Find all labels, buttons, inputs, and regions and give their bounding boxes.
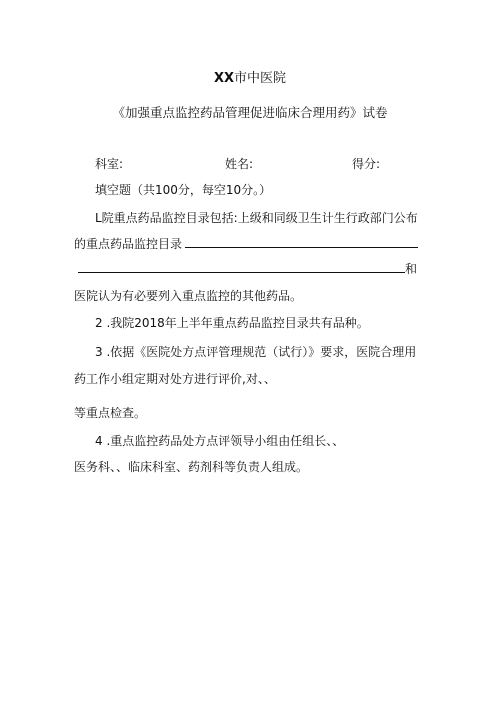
question-1-line-1: L院重点药品监控目录包括:上级和同级卫生计生行政部门公布 bbox=[95, 211, 418, 225]
question-1-text: 的重点药品监控目录 bbox=[74, 237, 183, 251]
question-3-line-1: 3 .依据《医院处方点评管理规范（试行）》要求，医院合理用 bbox=[95, 345, 417, 359]
question-2: 2 .我院2018年上半年重点药品监控目录共有品种。 bbox=[95, 316, 369, 330]
question-1-line-3 bbox=[78, 260, 417, 277]
section-heading: 填空题（共100分，每空10分。） bbox=[95, 183, 272, 197]
department-label: 科室: bbox=[95, 157, 124, 171]
question-4-line-1: 4 .重点监控药品处方点评领导小组由任组长、、 bbox=[95, 434, 345, 448]
exam-subtitle: 《加强重点监控药品管理促进临床合理用药》试卷 bbox=[112, 105, 388, 120]
answer-blank bbox=[78, 261, 405, 273]
question-3-line-3: 等重点检查。 bbox=[74, 406, 147, 420]
question-3-line-2: 药工作小组定期对处方进行评价,对、、 bbox=[74, 372, 276, 386]
score-label: 得分: bbox=[352, 157, 381, 171]
question-1-line-2 bbox=[74, 235, 418, 252]
question-1-and: 和 bbox=[405, 262, 418, 276]
question-4-line-2: 医务科、、临床科室、药剂科等负责人组成。 bbox=[74, 460, 309, 474]
answer-blank bbox=[185, 236, 418, 248]
document-title bbox=[0, 67, 500, 86]
question-1-line-4: 医院认为有必要列入重点监控的其他药品。 bbox=[74, 289, 303, 303]
title-suffix: 市中医院 bbox=[234, 71, 287, 86]
title-prefix: XX bbox=[213, 71, 235, 86]
name-label: 姓名: bbox=[225, 157, 254, 171]
